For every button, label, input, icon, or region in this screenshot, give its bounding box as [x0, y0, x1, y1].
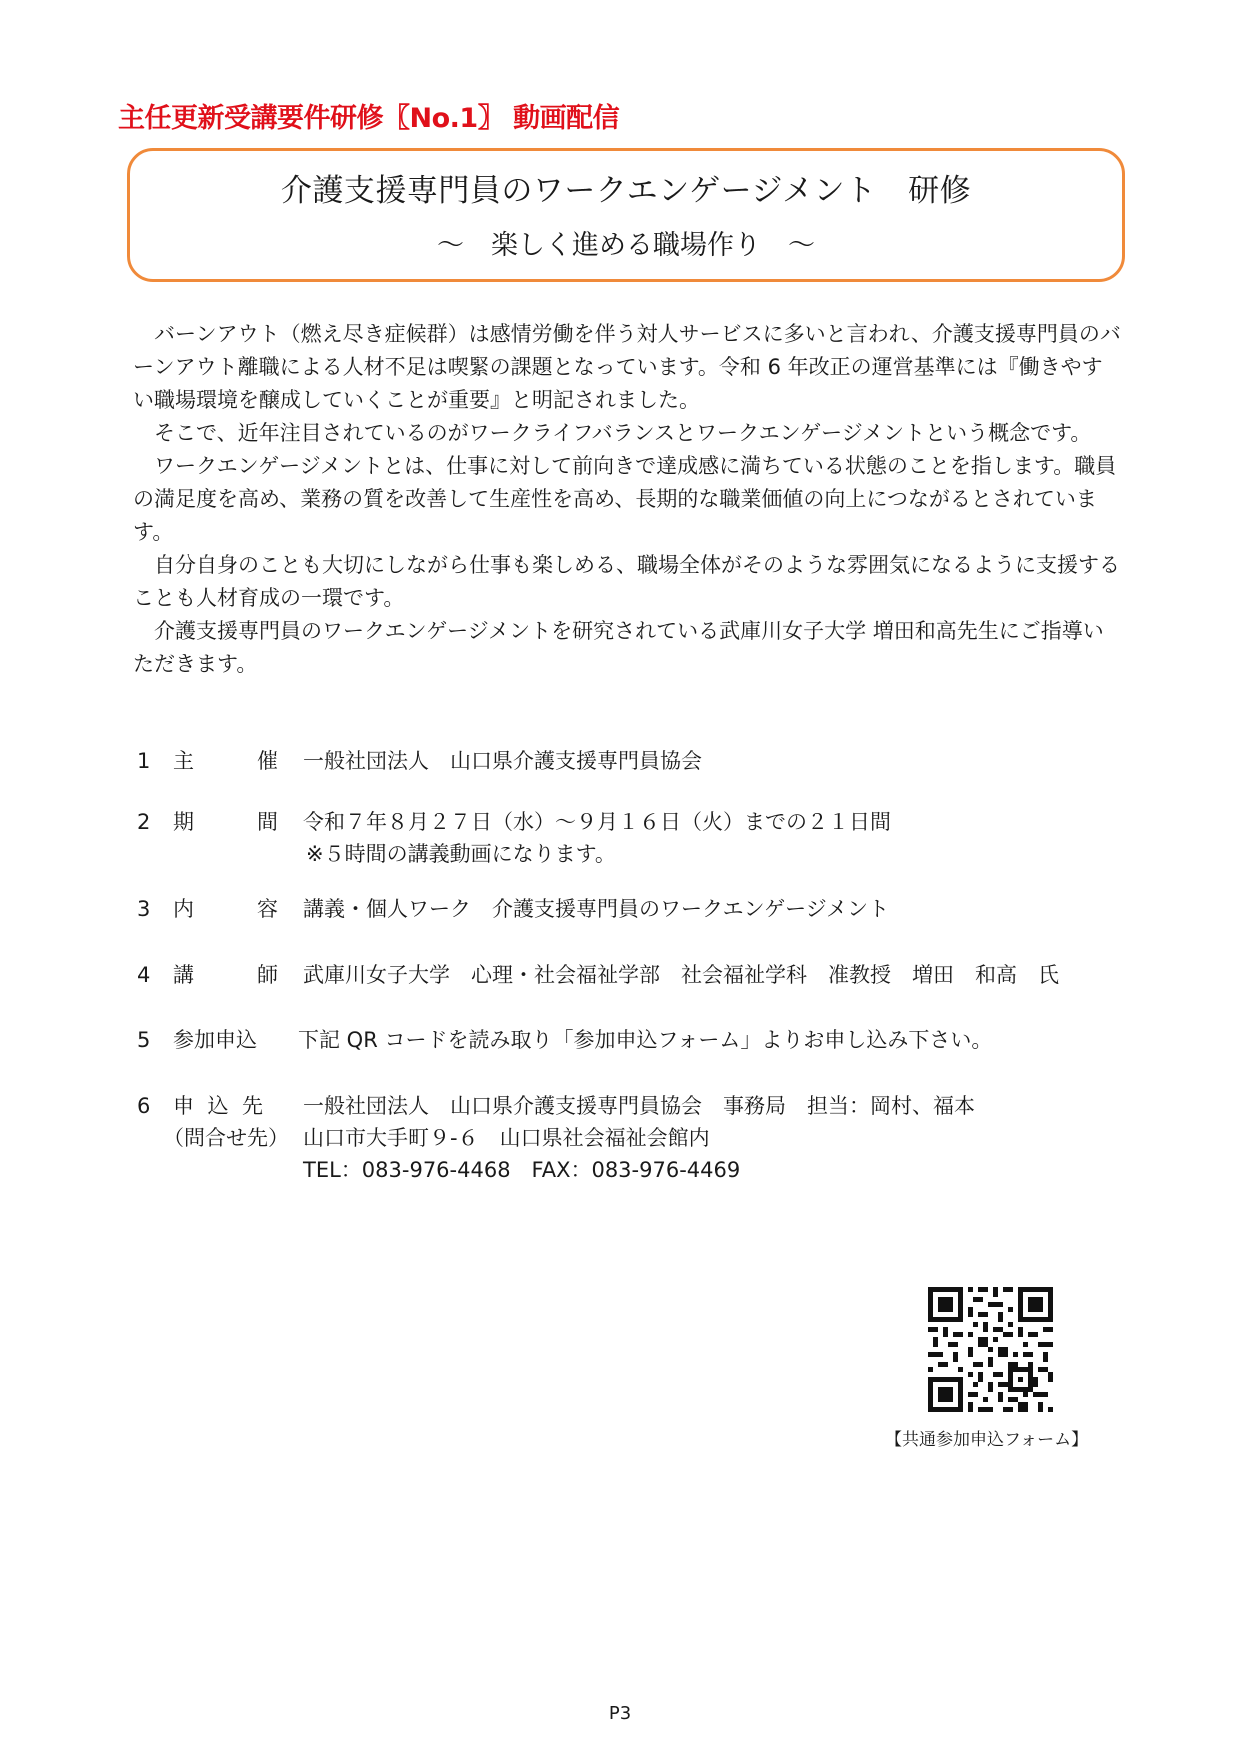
item-sublabel: （問合せ先）: [163, 1126, 289, 1150]
item-value: [303, 745, 1103, 777]
intro-paragraph: 介護支援専門員のワークエンゲージメントを研究されている武庫川女子大学 増田和高先生にご指導いただきます。: [133, 619, 1104, 676]
item-value: [298, 1024, 1098, 1056]
item-label: 申 込 先: [173, 1094, 263, 1118]
item-value: [303, 806, 1103, 870]
training-title: 介護支援専門員のワークエンゲージメント 研修: [280, 173, 972, 209]
item-line: 講義・個人ワーク 介護支援専門員のワークエンゲージメント: [303, 897, 890, 921]
item-line: 山口市大手町９-６ 山口県社会福祉会館内: [303, 1126, 710, 1150]
page-heading: 主任更新受講要件研修〖No.1〗 動画配信: [118, 103, 620, 134]
intro-paragraph: 自分自身のことも大切にしながら仕事も楽しめる、職場全体がそのような雰囲気になるように支援することも人材育成の一環です。: [133, 553, 1120, 610]
item-number: 5: [137, 1028, 151, 1052]
qr-code-icon[interactable]: [928, 1287, 1053, 1412]
item-label: 参加申込: [173, 1028, 257, 1052]
intro-paragraph: そこで、近年注目されているのがワークライフバランスとワークエンゲージメントという概念です。: [133, 421, 1092, 445]
item-line: TEL：083-976-4468 FAX：083-976-4469: [303, 1158, 741, 1182]
item-value: [303, 1090, 1103, 1186]
training-subtitle: ～ 楽しく進める職場作り ～: [437, 230, 815, 261]
item-line: 武庫川女子大学 心理・社会福祉学部 社会福祉学科 准教授 増田 和高 氏: [303, 963, 1059, 987]
item-line: 一般社団法人 山口県介護支援専門員協会 事務局 担当：岡村、福本: [303, 1094, 975, 1118]
item-value: [303, 893, 1103, 925]
item-value: [303, 959, 1103, 991]
item-note: ※５時間の講義動画になります。: [306, 842, 616, 866]
item-number: 4: [137, 963, 151, 987]
item-number: 6: [137, 1094, 151, 1118]
item-line: 一般社団法人 山口県介護支援専門員協会: [303, 749, 702, 773]
item-line: 令和７年８月２７日（水）～９月１６日（火）までの２１日間: [303, 810, 891, 834]
intro-text: [133, 318, 1123, 681]
item-number: 2: [137, 810, 151, 834]
title-box: [127, 148, 1125, 282]
item-label: 期 間: [173, 810, 278, 834]
intro-paragraph: バーンアウト（燃え尽き症候群）は感情労働を伴う対人サービスに多いと言われ、介護支援専門員のバーンアウト離職による人材不足は喫緊の課題となっています。令和 6 年改正の運営基準には『働きやすい職場環境を醸成していくことが重要』と明記されました。: [133, 322, 1121, 412]
item-label: 内 容: [173, 897, 278, 921]
page-number: P3: [608, 1703, 632, 1724]
item-label: 主 催: [173, 749, 278, 773]
item-number: 1: [137, 749, 151, 773]
intro-paragraph: ワークエンゲージメントとは、仕事に対して前向きで達成感に満ちている状態のことを指します。職員の満足度を高め、業務の質を改善して生産性を高め、長期的な職業価値の向上につながるとされています。: [133, 454, 1117, 544]
item-number: 3: [137, 897, 151, 921]
qr-caption: 【共通参加申込フォーム】: [885, 1430, 1089, 1450]
item-label: 講 師: [173, 963, 278, 987]
item-line: 下記 QR コードを読み取り「参加申込フォーム」よりお申し込み下さい。: [298, 1028, 993, 1052]
